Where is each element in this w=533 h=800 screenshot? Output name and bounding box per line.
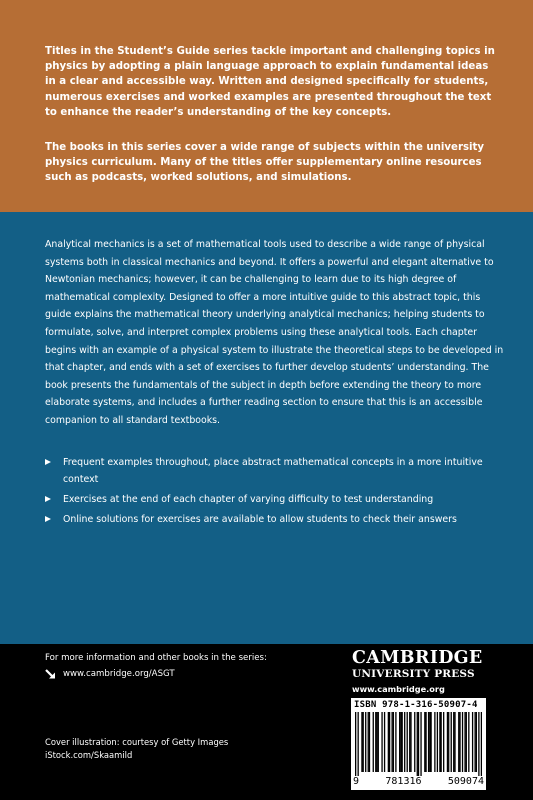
barcode-bar <box>434 712 435 772</box>
list-item <box>45 491 505 508</box>
list-item <box>45 511 505 528</box>
barcode-bar <box>453 712 454 772</box>
barcode-bar <box>441 712 442 772</box>
barcode-digit-group: 9 <box>353 776 360 787</box>
cover-credit-line-2: iStock.com/Skaamild <box>45 749 133 760</box>
barcode-bar <box>404 712 405 772</box>
cover-credit <box>45 736 228 761</box>
barcode-bar <box>459 712 460 772</box>
series-blurb-paragraph-2: The books in this series cover a wide range of subjects within the university physics curriculum. Many of the titles offer supplementary online resources such as podcasts, worked solutions, and simulations. <box>45 142 485 184</box>
barcode-digit-group: 509074 <box>447 776 484 787</box>
barcode-bars <box>355 712 482 776</box>
barcode-bar <box>376 712 377 772</box>
feature-text: Online solutions for exercises are available to allow students to check their answers <box>63 513 457 525</box>
barcode-bar <box>476 712 477 772</box>
book-description: Analytical mechanics is a set of mathematical tools used to describe a wide range of physical systems both in classical mechanics and beyond. It offers a powerful and elegant alternative to Newtonian mechanics; however, it can be challenging to learn due to its high degree of mathematical complexity. Designed to offer a more intuitive guide to this abstract topic, this guide explains the mathematical theory underlying analytical mechanics; helping students to formulate, solve, and interpret complex problems using these analytical tools. Each chapter begins with an example of a physical system to illustrate the theoretical steps to be developed in that chapter, and ends with a set of exercises to further develop students’ understanding. The book presents the fundamentals of the subject in depth before extending the theory to more elaborate systems, and includes a further reading section to ensure that this is an accessible companion to all standard textbooks. <box>45 239 504 426</box>
barcode-digits <box>351 776 486 787</box>
triangle-bullet-icon <box>45 496 51 502</box>
barcode-bar <box>399 712 400 772</box>
barcode-bar <box>393 712 394 772</box>
feature-text: Exercises at the end of each chapter of varying difficulty to test understanding <box>63 493 434 505</box>
isbn-label: ISBN 978-1-316-50907-4 <box>354 700 478 710</box>
barcode-bar <box>375 712 376 772</box>
triangle-bullet-icon <box>45 516 51 522</box>
barcode-bar <box>425 712 426 772</box>
triangle-bullet-icon <box>45 459 51 465</box>
barcode-bar <box>458 712 459 772</box>
publisher-logo <box>352 649 502 696</box>
series-blurb-paragraph-1: Titles in the Student’s Guide series tackle important and challenging topics in physics by adopting a plain language approach to explain fundamental ideas in a clear and accessible way. Written and designed specifically for students, numerous exercises and worked examples are presented throughout the text to enhance the reader’s understanding of the key concepts. <box>45 46 495 118</box>
barcode-bar <box>373 712 374 772</box>
barcode-bar <box>437 712 438 772</box>
series-blurb-panel <box>0 0 533 212</box>
barcode-bar <box>363 712 364 772</box>
barcode-bar <box>439 712 440 772</box>
barcode-bar <box>395 712 396 772</box>
barcode-bar <box>358 712 359 776</box>
barcode-bar <box>474 712 475 772</box>
barcode-bar <box>429 712 430 772</box>
barcode-bar <box>355 712 356 776</box>
barcode-bar <box>388 712 389 772</box>
barcode-bar <box>407 712 408 772</box>
feature-text: Frequent examples throughout, place abstract mathematical concepts in a more intuitive context <box>63 457 483 486</box>
series-link-row[interactable] <box>45 668 175 680</box>
barcode-digit-group: 781316 <box>385 776 422 787</box>
publisher-name-line-1: CAMBRIDGE <box>352 648 483 668</box>
publisher-url[interactable]: www.cambridge.org <box>352 684 445 694</box>
barcode-bar <box>448 712 449 772</box>
barcode-bar <box>468 712 469 772</box>
barcode-bar <box>472 712 473 772</box>
arrow-down-right-icon <box>45 669 57 680</box>
barcode-bar <box>389 712 390 772</box>
cover-credit-line-1: Cover illustration: courtesy of Getty Images <box>45 737 229 747</box>
barcode-bar <box>466 712 467 772</box>
barcode-bar <box>430 712 431 772</box>
series-url-link[interactable]: www.cambridge.org/ASGT <box>63 669 175 679</box>
barcode-bar <box>464 712 465 772</box>
book-description-panel <box>0 212 533 644</box>
barcode-bar <box>402 712 403 772</box>
feature-list <box>45 454 505 530</box>
barcode-bar <box>462 712 463 772</box>
barcode-bar <box>447 712 448 772</box>
barcode-bar <box>410 712 411 772</box>
barcode-bar <box>451 712 452 772</box>
footer-panel <box>0 644 533 800</box>
barcode-bar <box>381 712 382 772</box>
barcode-bar <box>443 712 444 772</box>
barcode-bar <box>361 712 362 772</box>
barcode-bar <box>418 712 419 776</box>
more-info-text: For more information and other books in the series: <box>45 653 267 663</box>
barcode-bar <box>481 712 482 776</box>
barcode-bar <box>365 712 366 772</box>
barcode-bar <box>409 712 410 772</box>
barcode-bar <box>478 712 479 776</box>
barcode-bar <box>400 712 401 772</box>
barcode-bar <box>417 712 418 776</box>
list-item <box>45 454 505 488</box>
barcode-bar <box>428 712 429 772</box>
barcode-bar <box>414 712 415 772</box>
barcode-bar <box>384 712 385 772</box>
barcode-bar <box>391 712 392 772</box>
publisher-name-line-2: UNIVERSITY PRESS <box>352 668 475 680</box>
barcode-bar <box>368 712 369 772</box>
barcode-bar <box>454 712 455 772</box>
barcode-bar <box>420 712 421 776</box>
barcode-bar <box>378 712 379 772</box>
isbn-barcode <box>351 698 486 790</box>
barcode-bar <box>369 712 370 772</box>
barcode-bar <box>424 712 425 772</box>
